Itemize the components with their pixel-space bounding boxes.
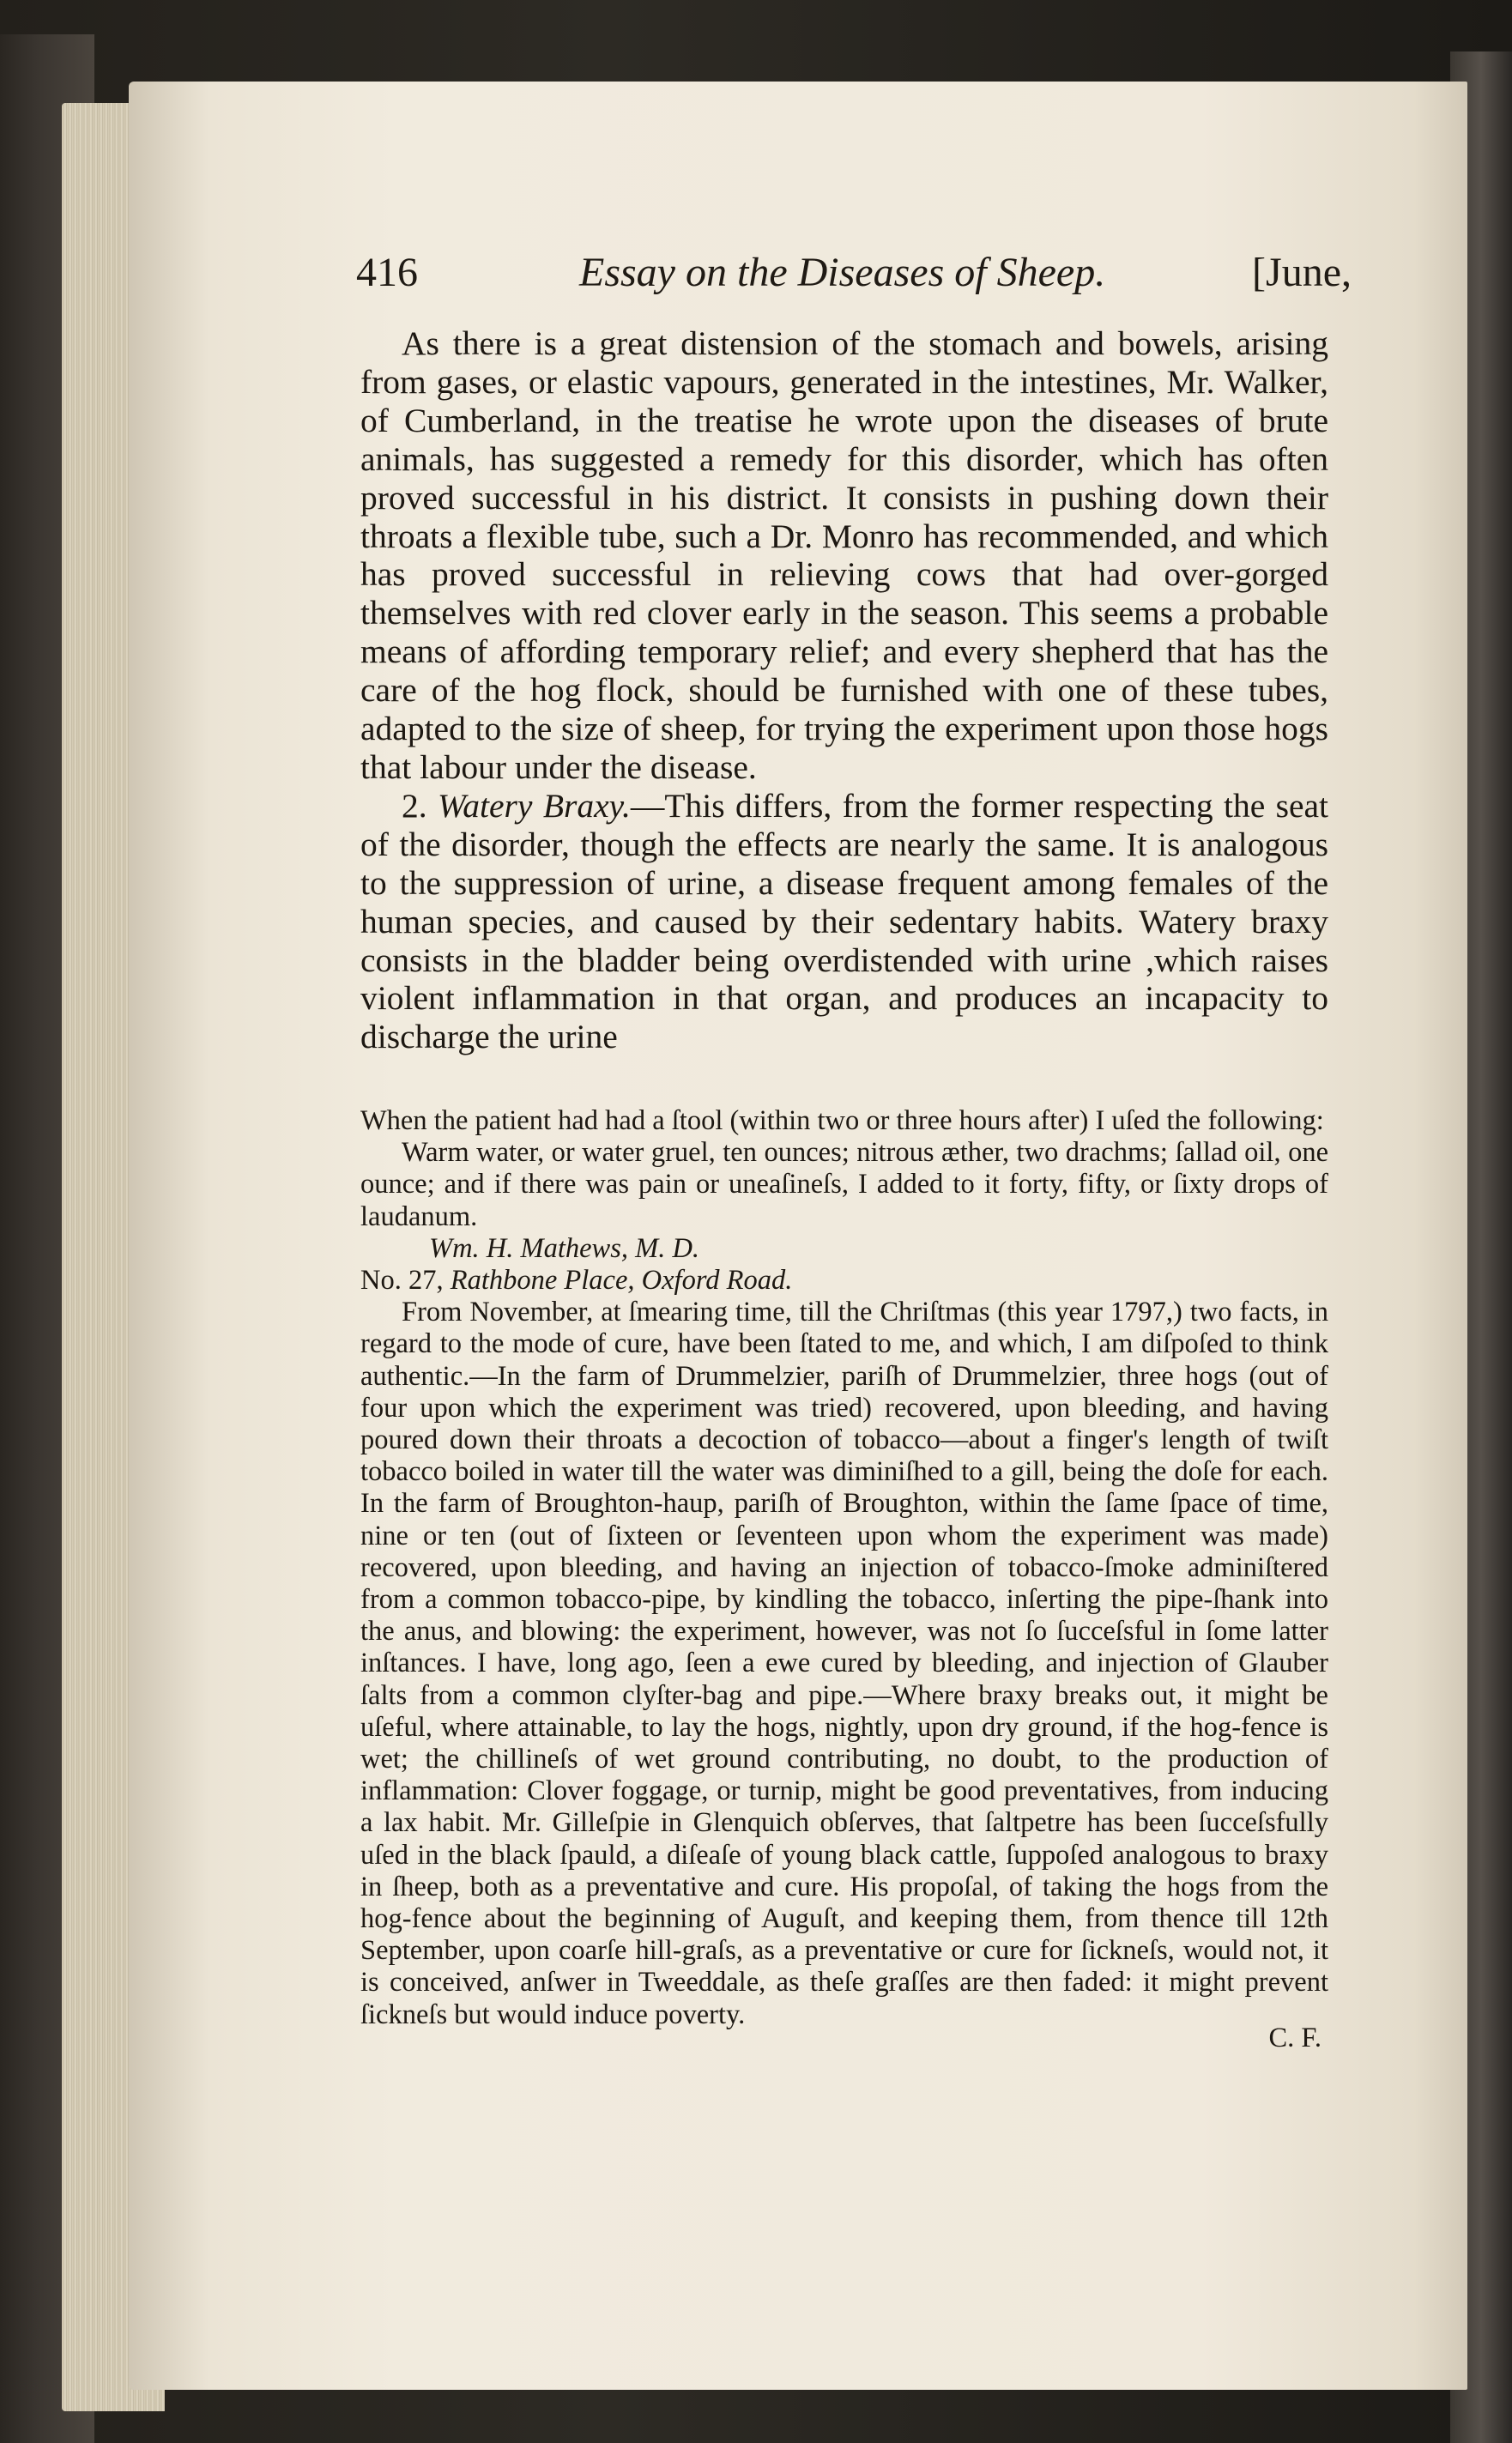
running-month: [June, bbox=[1252, 250, 1352, 295]
note-letter: From November, at ſmearing time, till the Chriſtmas (this year 1797,) two facts, in regard to the mode of cure, have been ſtated to me, and which, I am diſpoſed to think authentic.—In the farm of Drummelzier, pariſh of Drummelzier, three hogs (out of four upon which the experiment was tried) recovered, upon bleeding, and having poured down their throats a decoction of tobacco—about a finger's length of twiſt tobacco boiled in water till the water was diminiſhed to a gill, being the doſe for each. In the farm of Broughton-haup, pariſh of Broughton, within the ſame ſpace of time, nine or ten (out of ſixteen or ſeventeen upon whom the experiment was made) recovered, upon bleeding, and having an injection of tobacco-ſmoke adminiſtered from a common tobacco-pipe, by kindling the tobacco, inſerting the pipe-ſhank into the anus, and blowing: the experiment, however, was not ſo ſucceſsful in ſome latter inſtances. I have, long ago, ſeen a ewe cured by bleeding, and injection of Glauber ſalts from a common clyſter-bag and pipe.—Where braxy breaks out, it might be uſeful, where attainable, to lay the hogs, nightly, upon dry ground, if the hog-fence is wet; the chillineſs of wet ground contributing, no doubt, to the production of inflammation: Clover foggage, or turnip, might be good preventatives, from inducing a lax habit. Mr. Gilleſpie in Glenquich obſerves, that ſaltpetre has been ſucceſsfully uſed in the black ſpauld, a diſeaſe of young black cattle, ſuppoſed analogous to braxy in ſheep, both as a preventative and cure. His propoſal, of taking the hogs from the hog-fence about the beginning of Auguſt, and keeping them, from thence till 12th September, upon coarſe hill-graſs, as a preventative or cure for ſickneſs, would not, it is conceived, anſwer in Tweeddale, as theſe graſſes are then faded: it might prevent ſickneſs but would induce poverty. bbox=[360, 1297, 1328, 2030]
paragraph-2-title: Watery Braxy. bbox=[438, 786, 631, 825]
running-head bbox=[356, 249, 1352, 317]
note-address bbox=[360, 1265, 1328, 1297]
page-number: 416 bbox=[356, 250, 418, 295]
paragraph-2 bbox=[360, 787, 1328, 1056]
paragraph-2-text: —This differs, from the former respecting the seat of the disorder, though the effects are nearly the same. It is analogous to the suppression of urine, a disease frequent among females of the human species, and caused by their sedentary habits. Watery braxy consists in the bladder being overdistended with urine ,which raises violent inflammation in that organ, and produces an incapacity to discharge the urine bbox=[360, 786, 1329, 1056]
note-recipe: Warm water, or water gruel, ten ounces; nitrous æther, two drachms; ſallad oil, one ounce; and if there was pain or uneaſineſs, I added to it forty, fifty, or ſixty drops of laudanum. bbox=[360, 1137, 1328, 1232]
note-intro: When the patient had had a ſtool (within two or three hours after) I uſed the following: bbox=[360, 1105, 1324, 1136]
note-signature: Wm. H. Mathews, M. D. bbox=[429, 1232, 700, 1264]
note-address-street: Rathbone Place, Oxford Road. bbox=[450, 1265, 793, 1297]
paragraph-2-number: 2. bbox=[402, 786, 427, 825]
running-title: Essay on the Diseases of Sheep. bbox=[579, 250, 1106, 295]
footnote-block bbox=[360, 1105, 1328, 2054]
paragraph-1: As there is a great distension of the stomach and bowels, arising from gases, or elastic vapours, generated in the intestines, Mr. Walker, of Cumberland, in the treatise he wrote upon the diseases of brute animals, has suggested a remedy for this disorder, which has often proved successful in his district. It consists in pushing down their throats a flexible tube, such a Dr. Monro has recommended, and which has proved successful in relieving cows that had over-gorged themselves with red clover early in the season. This seems a probable means of affording temporary relief; and every shepherd that has the care of the hog flock, should be furnished with one of these tubes, adapted to the size of sheep, for trying the experiment upon those hogs that labour under the disease. bbox=[360, 324, 1328, 786]
note-address-number: No. 27, bbox=[360, 1265, 444, 1297]
note-initials: C. F. bbox=[1268, 2022, 1321, 2053]
main-text bbox=[360, 324, 1328, 1056]
